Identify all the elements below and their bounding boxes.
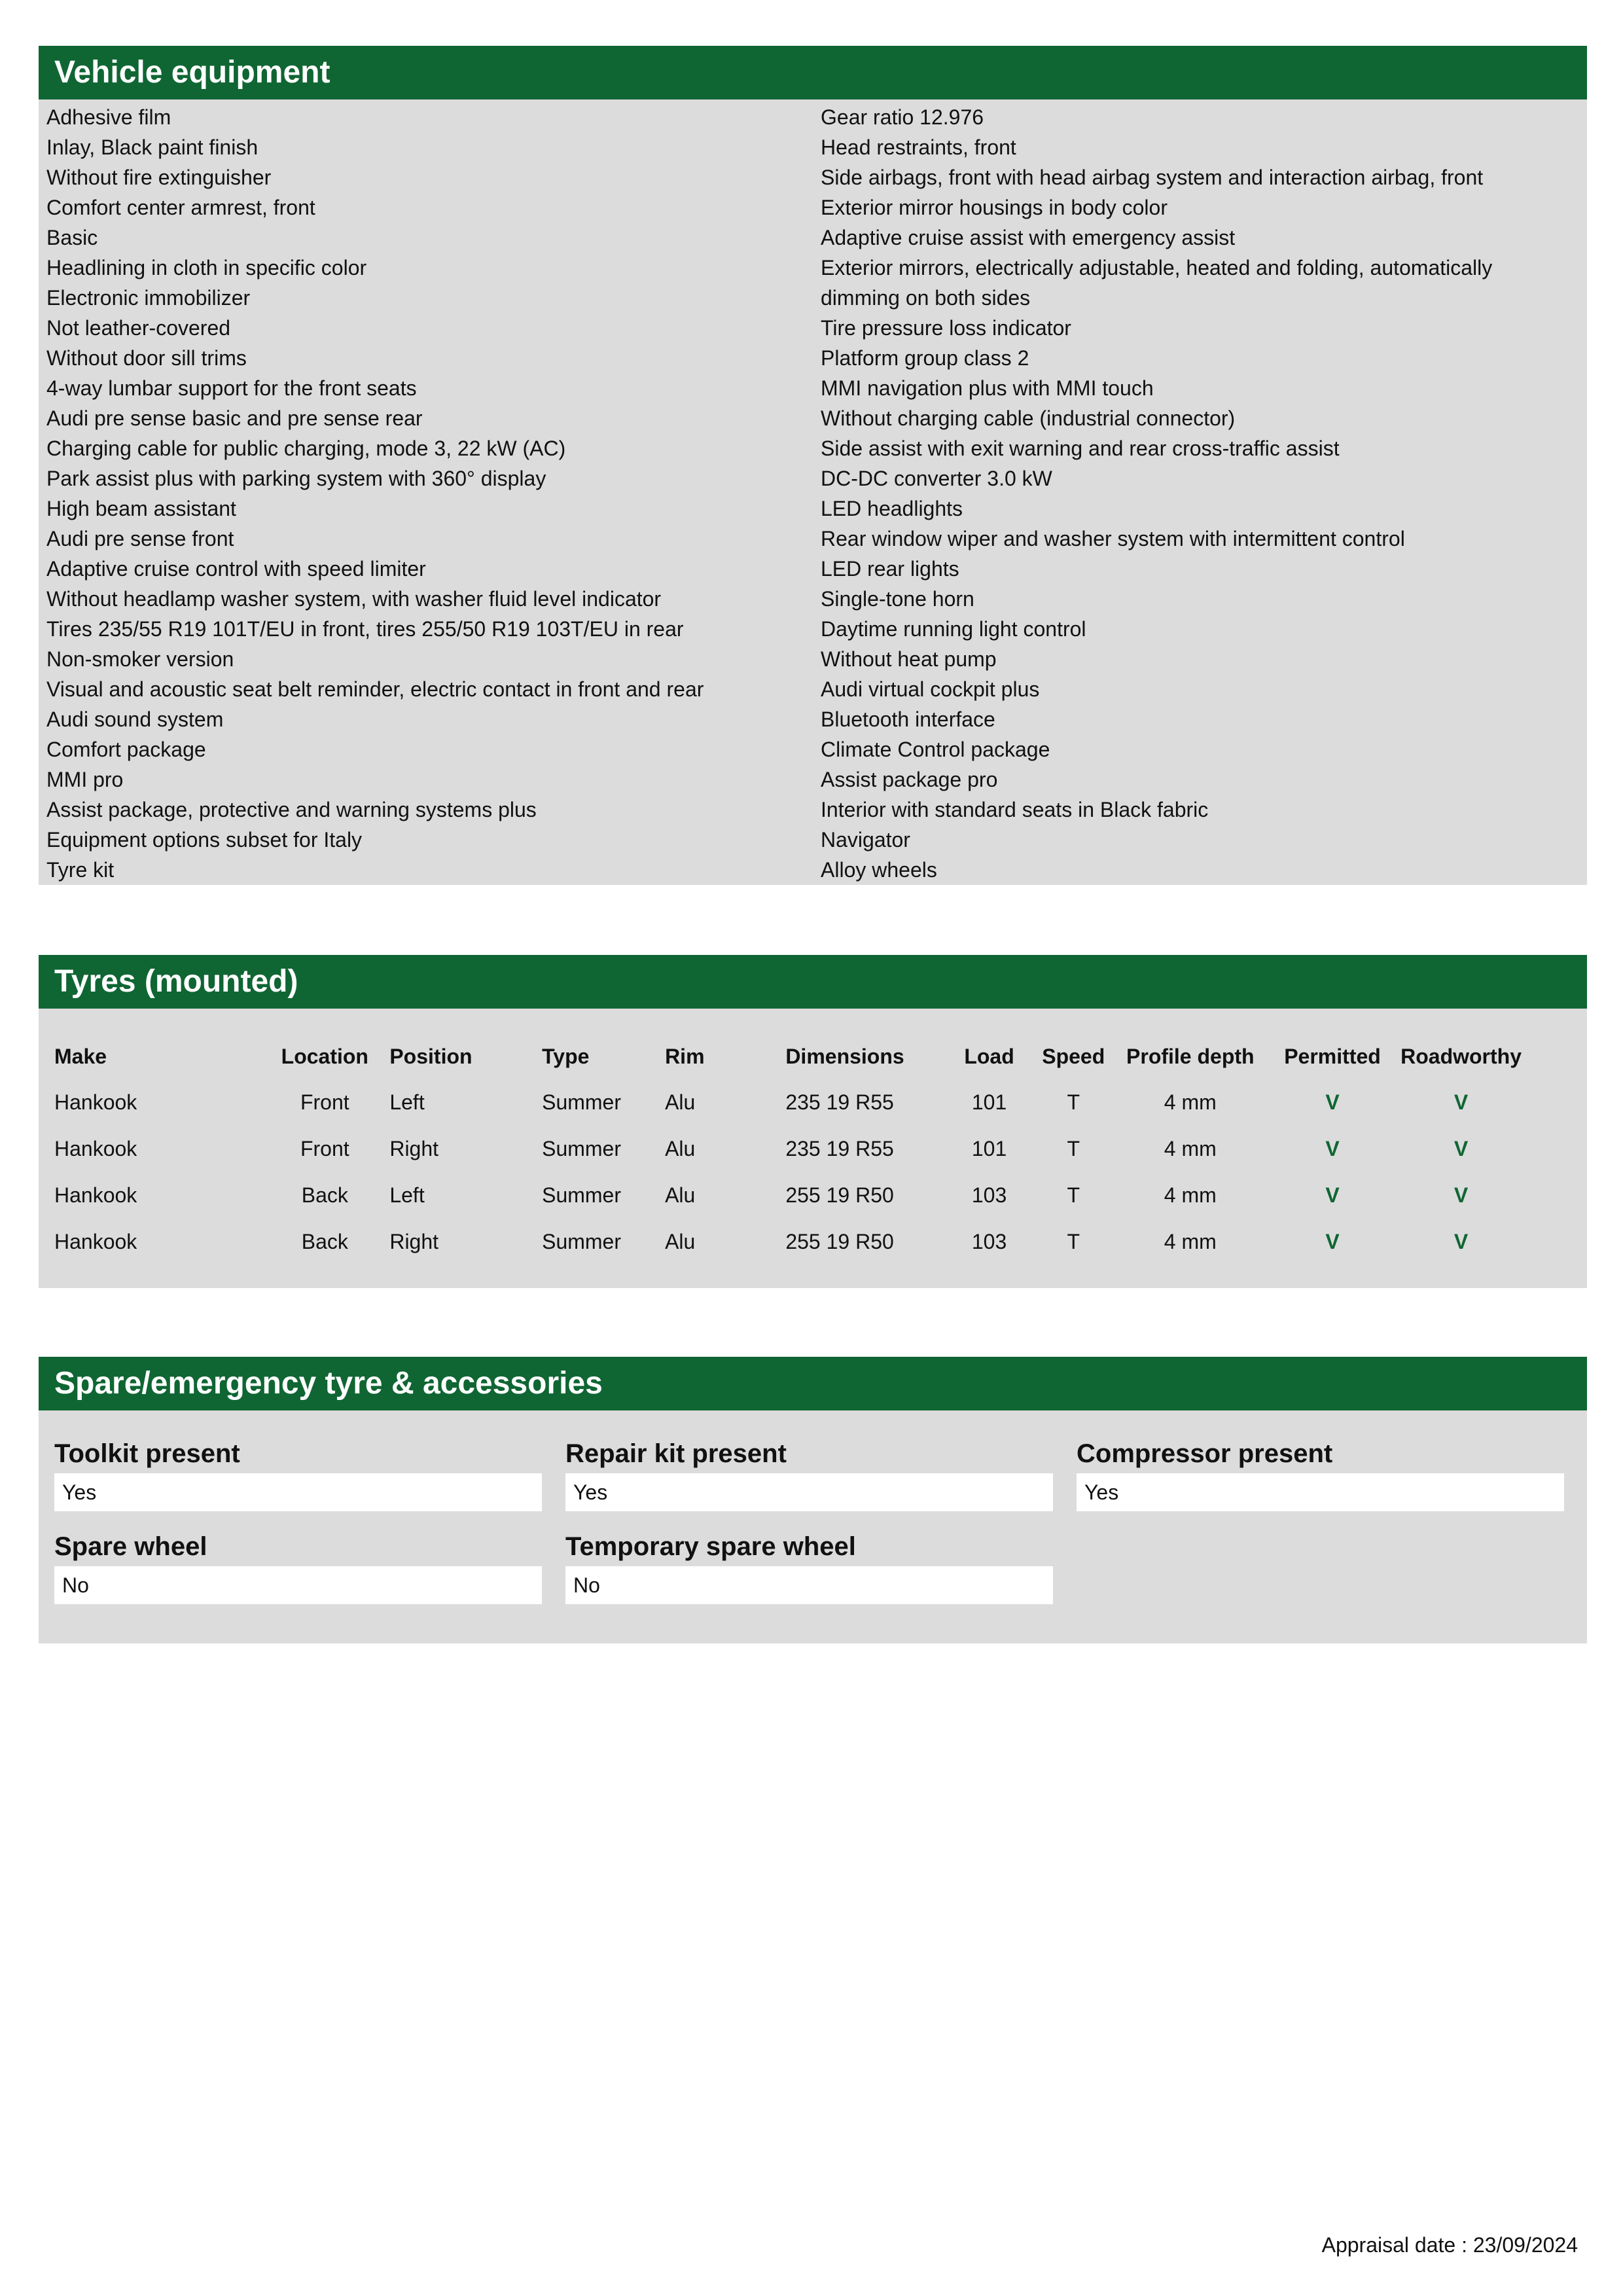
toolkit-present-field <box>54 1435 542 1511</box>
cell-rim: Alu <box>665 1230 696 1253</box>
equipment-item: Inlay, Black paint finish <box>46 135 259 159</box>
equipment-item: Without headlamp washer system, with washer fluid level indicator <box>46 587 662 611</box>
column-header-position: Position <box>389 1044 473 1068</box>
equipment-item: Charging cable for public charging, mode 3, 22 kW (AC) <box>46 437 566 460</box>
column-header-roadworthy: Roadworthy <box>1400 1044 1522 1068</box>
cell-location: Back <box>301 1230 348 1253</box>
equipment-item: MMI navigation plus with MMI touch <box>821 376 1154 400</box>
equipment-item: Park assist plus with parking system with 360° display <box>46 467 546 490</box>
cell-location: Back <box>301 1183 348 1207</box>
field-value: No <box>54 1566 542 1604</box>
equipment-item: Assist package pro <box>821 768 998 791</box>
cell-dimensions: 255 19 R50 <box>785 1230 894 1253</box>
equipment-item: Visual and acoustic seat belt reminder, electric contact in front and rear <box>46 677 704 701</box>
field-value: Yes <box>565 1473 1053 1511</box>
equipment-item: Side airbags, front with head airbag system and interaction airbag, front <box>821 166 1484 189</box>
cell-profile-depth: 4 mm <box>1164 1183 1217 1207</box>
cell-load: 103 <box>971 1183 1007 1207</box>
equipment-item: Without heat pump <box>821 647 997 671</box>
equipment-item: Non-smoker version <box>46 647 234 671</box>
equipment-item: Climate Control package <box>821 738 1050 761</box>
equipment-item: Interior with standard seats in Black fabric <box>821 798 1209 821</box>
equipment-item: High beam assistant <box>46 497 236 520</box>
equipment-item: DC-DC converter 3.0 kW <box>821 467 1052 490</box>
equipment-item: Daytime running light control <box>821 617 1086 641</box>
column-header-load: Load <box>964 1044 1014 1068</box>
spare-wheel-field <box>54 1528 542 1604</box>
cell-permitted: V <box>1325 1090 1340 1114</box>
column-header-profile-depth: Profile depth <box>1126 1044 1255 1068</box>
cell-rim: Alu <box>665 1090 696 1114</box>
equipment-item: LED headlights <box>821 497 963 520</box>
cell-location: Front <box>300 1090 349 1114</box>
column-header-location: Location <box>281 1044 368 1068</box>
tyres-section <box>39 955 1587 1288</box>
cell-make: Hankook <box>54 1183 137 1207</box>
cell-load: 101 <box>971 1090 1007 1114</box>
cell-type: Summer <box>542 1183 621 1207</box>
spare-accessories-section <box>39 1357 1587 1643</box>
equipment-item: Without door sill trims <box>46 346 247 370</box>
cell-speed: T <box>1067 1137 1080 1160</box>
equipment-item: Electronic immobilizer <box>46 286 251 310</box>
field-label: Spare wheel <box>54 1532 207 1561</box>
tyres-table <box>39 1033 1587 1265</box>
cell-location: Front <box>300 1137 349 1160</box>
field-value: Yes <box>1077 1473 1564 1511</box>
equipment-item: Adhesive film <box>46 105 171 129</box>
cell-make: Hankook <box>54 1230 137 1253</box>
table-row <box>39 1126 1587 1172</box>
equipment-item: Basic <box>46 226 98 249</box>
equipment-item: Not leather-covered <box>46 316 231 340</box>
cell-rim: Alu <box>665 1137 696 1160</box>
repair-kit-present-field <box>565 1435 1053 1511</box>
column-header-rim: Rim <box>665 1044 705 1068</box>
cell-position: Right <box>389 1137 439 1160</box>
equipment-item: dimming on both sides <box>821 286 1031 310</box>
equipment-item: Tires 235/55 R19 101T/EU in front, tires 255/50 R19 103T/EU in rear <box>46 617 684 641</box>
cell-profile-depth: 4 mm <box>1164 1137 1217 1160</box>
cell-type: Summer <box>542 1137 621 1160</box>
equipment-item: Audi sound system <box>46 708 224 731</box>
cell-dimensions: 235 19 R55 <box>785 1137 894 1160</box>
cell-speed: T <box>1067 1230 1080 1253</box>
table-row <box>39 1172 1587 1219</box>
cell-profile-depth: 4 mm <box>1164 1090 1217 1114</box>
cell-roadworthy: V <box>1454 1183 1469 1207</box>
cell-profile-depth: 4 mm <box>1164 1230 1217 1253</box>
cell-position: Left <box>389 1183 425 1207</box>
field-value: Yes <box>54 1473 542 1511</box>
cell-position: Right <box>389 1230 439 1253</box>
cell-roadworthy: V <box>1454 1230 1469 1253</box>
cell-position: Left <box>389 1090 425 1114</box>
equipment-item: Comfort package <box>46 738 206 761</box>
cell-permitted: V <box>1325 1183 1340 1207</box>
equipment-item: Audi pre sense basic and pre sense rear <box>46 406 423 430</box>
equipment-item: Adaptive cruise control with speed limiter <box>46 557 426 581</box>
equipment-item: Audi pre sense front <box>46 527 234 550</box>
equipment-item: Head restraints, front <box>821 135 1016 159</box>
table-row <box>39 1219 1587 1265</box>
equipment-item: Platform group class 2 <box>821 346 1029 370</box>
table-row <box>39 1079 1587 1126</box>
cell-roadworthy: V <box>1454 1090 1469 1114</box>
equipment-item: Without charging cable (industrial connector) <box>821 406 1236 430</box>
compressor-present-field <box>1077 1435 1564 1511</box>
column-header-speed: Speed <box>1042 1044 1105 1068</box>
column-header-permitted: Permitted <box>1284 1044 1381 1068</box>
cell-make: Hankook <box>54 1137 137 1160</box>
equipment-item: Tyre kit <box>46 858 115 882</box>
equipment-item: Navigator <box>821 828 910 852</box>
cell-roadworthy: V <box>1454 1137 1469 1160</box>
column-header-type: Type <box>542 1044 590 1068</box>
cell-speed: T <box>1067 1183 1080 1207</box>
spare-accessories-title: Spare/emergency tyre & accessories <box>39 1357 1587 1410</box>
equipment-item: Equipment options subset for Italy <box>46 828 363 852</box>
equipment-left-column <box>39 102 813 885</box>
equipment-item: 4-way lumbar support for the front seats <box>46 376 417 400</box>
cell-type: Summer <box>542 1090 621 1114</box>
appraisal-date: Appraisal date : 23/09/2024 <box>1321 2233 1578 2257</box>
cell-speed: T <box>1067 1090 1080 1114</box>
cell-rim: Alu <box>665 1183 696 1207</box>
cell-load: 101 <box>971 1137 1007 1160</box>
cell-type: Summer <box>542 1230 621 1253</box>
equipment-item: Without fire extinguisher <box>46 166 272 189</box>
field-label: Temporary spare wheel <box>565 1532 856 1561</box>
equipment-item: MMI pro <box>46 768 124 791</box>
cell-permitted: V <box>1325 1230 1340 1253</box>
equipment-item: Rear window wiper and washer system with intermittent control <box>821 527 1405 550</box>
field-label: Compressor present <box>1077 1439 1333 1468</box>
equipment-item: Gear ratio 12.976 <box>821 105 984 129</box>
cell-dimensions: 255 19 R50 <box>785 1183 894 1207</box>
column-header-dimensions: Dimensions <box>785 1044 904 1068</box>
field-label: Toolkit present <box>54 1439 240 1468</box>
vehicle-equipment-title: Vehicle equipment <box>39 46 1587 99</box>
equipment-item: Alloy wheels <box>821 858 937 882</box>
equipment-item: Exterior mirrors, electrically adjustable, heated and folding, automatically <box>821 256 1493 279</box>
vehicle-equipment-section <box>39 46 1587 885</box>
equipment-item: Exterior mirror housings in body color <box>821 196 1168 219</box>
equipment-item: Headlining in cloth in specific color <box>46 256 367 279</box>
equipment-right-column <box>813 102 1587 885</box>
equipment-item: Adaptive cruise assist with emergency assist <box>821 226 1236 249</box>
equipment-item: Comfort center armrest, front <box>46 196 315 219</box>
equipment-item: Side assist with exit warning and rear cross-traffic assist <box>821 437 1340 460</box>
column-header-make: Make <box>54 1044 107 1068</box>
equipment-item: Assist package, protective and warning systems plus <box>46 798 537 821</box>
cell-make: Hankook <box>54 1090 137 1114</box>
equipment-item: Tire pressure loss indicator <box>821 316 1071 340</box>
temporary-spare-wheel-field <box>565 1528 1053 1604</box>
cell-dimensions: 235 19 R55 <box>785 1090 894 1114</box>
tyres-title: Tyres (mounted) <box>39 955 1587 1009</box>
table-header-row <box>39 1033 1587 1079</box>
cell-permitted: V <box>1325 1137 1340 1160</box>
equipment-item: Single-tone horn <box>821 587 974 611</box>
field-label: Repair kit present <box>565 1439 787 1468</box>
equipment-item: Audi virtual cockpit plus <box>821 677 1040 701</box>
cell-load: 103 <box>971 1230 1007 1253</box>
equipment-item: LED rear lights <box>821 557 959 581</box>
equipment-item: Bluetooth interface <box>821 708 995 731</box>
field-value: No <box>565 1566 1053 1604</box>
